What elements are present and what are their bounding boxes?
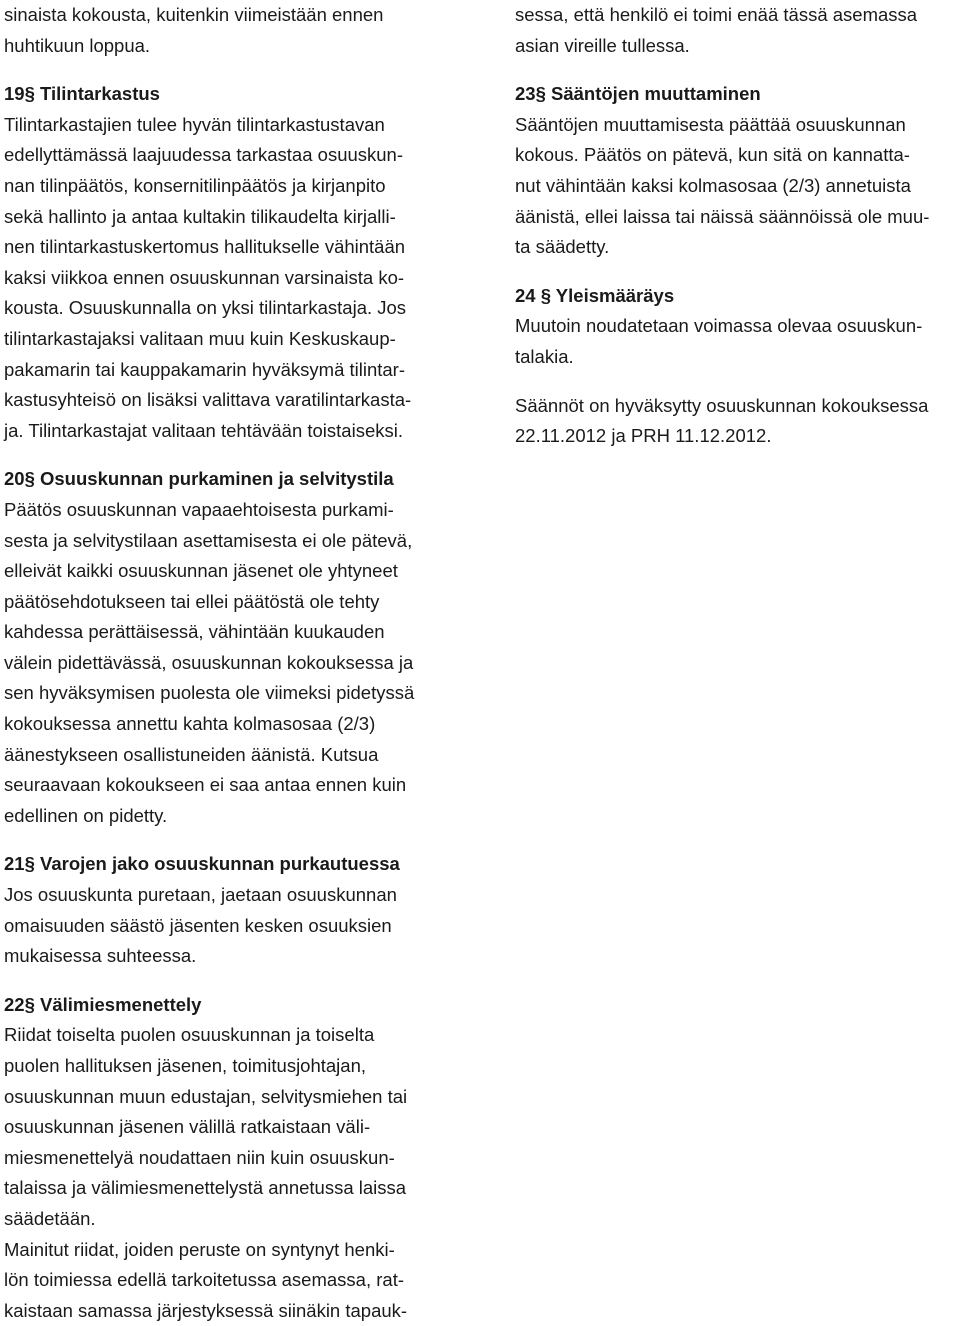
section-line: sekä hallinto ja antaa kultakin tilikaudelta kirjalli- (4, 205, 396, 227)
section-line: talakia. (515, 345, 574, 367)
section-line: edellinen on pidetty. (4, 804, 168, 826)
section-line: äänestykseen osallistuneiden äänistä. Kutsua (4, 743, 379, 765)
section-line: lön toimiessa edellä tarkoitetussa asemassa, rat- (4, 1269, 404, 1291)
section-heading: 22§ Välimiesmenettely (4, 993, 202, 1015)
intro-line: huhtikuun loppua. (4, 34, 151, 56)
section-line: Tilintarkastajien tulee hyvän tilintarkastustavan (4, 113, 385, 135)
section-line: välein pidettävässä, osuuskunnan kokouksessa ja (4, 651, 414, 673)
section-line: tilintarkastajaksi valitaan muu kuin Keskuskaup- (4, 327, 396, 349)
left-column (4, 0, 454, 1326)
closing-line: 22.11.2012 ja PRH 11.12.2012. (515, 425, 772, 447)
intro-line: asian vireille tullessa. (515, 34, 690, 56)
section-24 (515, 281, 955, 373)
section-line: puolen hallituksen jäsenen, toimitusjohtajan, (4, 1055, 367, 1076)
section-line: edellyttämässä laajuudessa tarkastaa osuuskun- (4, 144, 404, 166)
section-21 (4, 849, 454, 971)
section-heading: 19§ Tilintarkastus (4, 83, 160, 105)
section-19 (4, 79, 454, 446)
section-line: kahdessa perättäisessä, vähintään kuukauden (4, 621, 385, 643)
section-line: talaissa ja välimiesmenettelystä annetussa laissa (4, 1177, 407, 1199)
section-line: elleivät kaikki osuuskunnan jäsenet ole yhtyneet (4, 560, 398, 582)
section-23 (515, 79, 955, 263)
section-line: nan tilinpäätös, konsernitilinpäätös ja kirjanpito (4, 174, 386, 196)
section-line: kokouksessa annettu kahta kolmasosaa (2/3) (4, 713, 376, 735)
approval-note (515, 391, 955, 452)
section-line: kaksi viikkoa ennen osuuskunnan varsinaista ko- (4, 266, 405, 288)
section-line: päätösehdotukseen tai ellei päätöstä ole tehty (4, 590, 380, 612)
section-line: Riidat toiselta puolen osuuskunnan ja toiselta (4, 1024, 375, 1046)
intro-line: sessa, että henkilö ei toimi enää tässä asemassa (515, 4, 918, 25)
section-line: Muutoin noudatetaan voimassa olevaa osuuskun- (515, 315, 923, 337)
section-line: Sääntöjen muuttamisesta päättää osuuskunnan (515, 113, 906, 135)
section-line: Mainitut riidat, joiden peruste on syntynyt henki- (4, 1238, 395, 1260)
section-line: ta säädetty. (515, 236, 610, 258)
section-22 (4, 990, 454, 1326)
section-line: mukaisessa suhteessa. (4, 945, 197, 967)
section-line: äänistä, ellei laissa tai näissä säännöissä ole muu- (515, 205, 930, 227)
right-column (515, 0, 955, 452)
section-line: osuuskunnan jäsenen välillä ratkaistaan väli- (4, 1116, 371, 1138)
closing-line: Säännöt on hyväksytty osuuskunnan kokouksessa (515, 394, 929, 416)
section-heading: 24 § Yleismääräys (515, 284, 675, 306)
section-heading: 21§ Varojen jako osuuskunnan purkautuessa (4, 853, 400, 875)
section-line: sesta ja selvitystilaan asettamisesta ei ole pätevä, (4, 529, 413, 551)
section-heading: 20§ Osuuskunnan purkaminen ja selvitystila (4, 468, 394, 490)
section-20 (4, 464, 454, 831)
section-line: omaisuuden säästö jäsenten kesken osuuksien (4, 914, 392, 936)
section-line: kastusyhteisö on lisäksi valittava varatilintarkasta- (4, 389, 412, 411)
section-line: sen hyväksymisen puolesta ole viimeksi pidetyssä (4, 682, 415, 704)
section-line: ja. Tilintarkastajat valitaan tehtävään toistaiseksi. (4, 419, 403, 441)
intro-line: sinaista kokousta, kuitenkin viimeistään ennen (4, 4, 384, 25)
section-heading: 23§ Sääntöjen muuttaminen (515, 83, 761, 105)
section-line: Jos osuuskunta puretaan, jaetaan osuuskunnan (4, 884, 397, 906)
section-line: osuuskunnan muun edustajan, selvitysmiehen tai (4, 1085, 408, 1107)
section-line: seuraavaan kokoukseen ei saa antaa ennen kuin (4, 774, 407, 796)
section-line: miesmenettelyä noudattaen niin kuin osuuskun- (4, 1146, 395, 1168)
section-line: pakamarin tai kauppakamarin hyväksymä tilintar- (4, 358, 406, 380)
section-line: kokous. Päätös on pätevä, kun sitä on kannatta- (515, 144, 910, 166)
section-line: kousta. Osuuskunnalla on yksi tilintarkastaja. Jos (4, 297, 407, 319)
section-line: nen tilintarkastuskertomus hallitukselle vähintään (4, 236, 406, 258)
section-line: nut vähintään kaksi kolmasosaa (2/3) annetuista (515, 174, 911, 196)
section-line: säädetään. (4, 1207, 96, 1229)
section-line: Päätös osuuskunnan vapaaehtoisesta purkami- (4, 498, 394, 520)
section-line: kaistaan samassa järjestyksessä siinäkin tapauk- (4, 1299, 408, 1321)
